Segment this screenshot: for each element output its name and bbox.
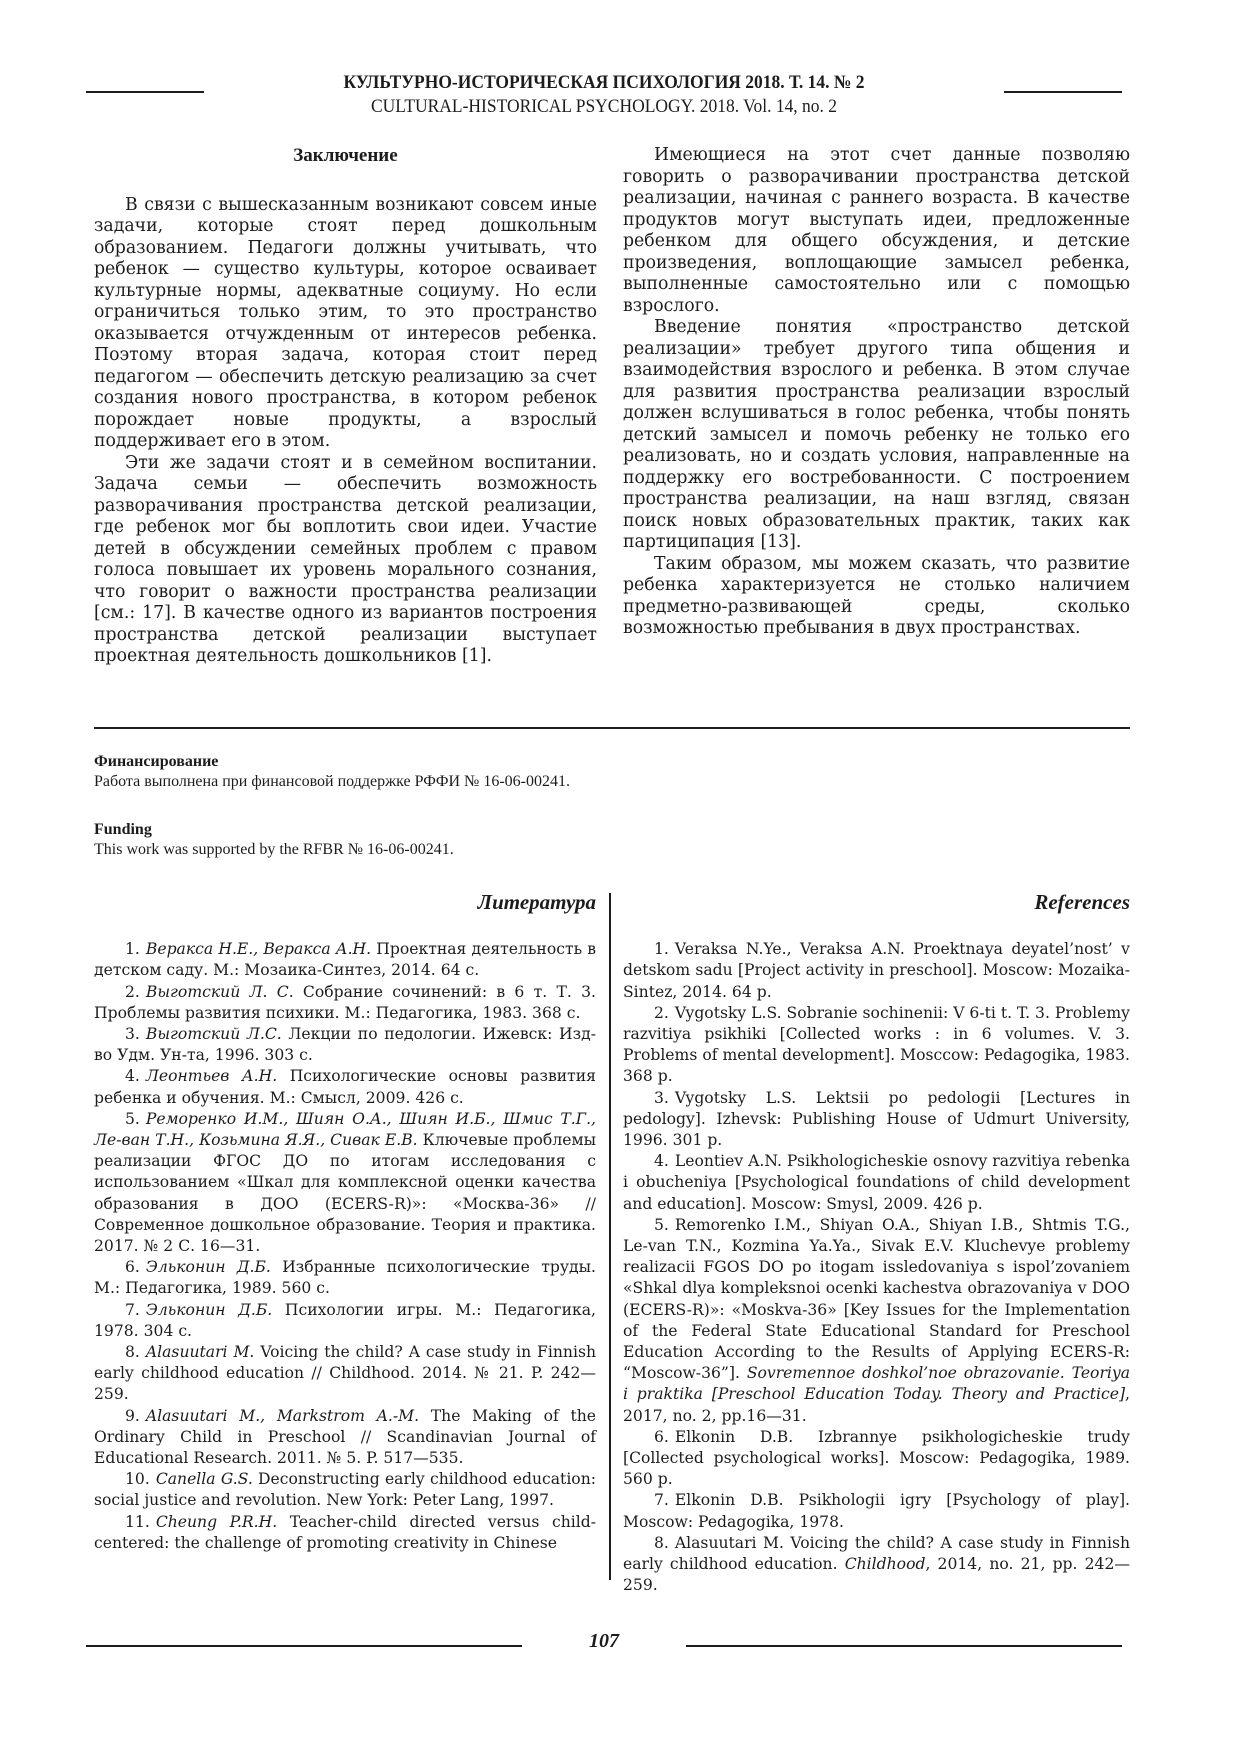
item-number: 4. bbox=[654, 1152, 669, 1171]
literature-item bbox=[94, 1469, 596, 1511]
item-number: 3. bbox=[125, 1025, 140, 1044]
item-number: 1. bbox=[654, 940, 669, 959]
item-text: Teacher-child directed versus child-centered: the challenge of promoting creativity in Chinese bbox=[94, 1512, 596, 1552]
item-text: Deconstructing early childhood education: social justice and revolution. New York: Peter Lang, 1997. bbox=[94, 1470, 596, 1510]
literature-item bbox=[94, 939, 596, 981]
item-number: 5. bbox=[125, 1109, 140, 1128]
item-text: Психологии игры. М.: Педагогика, 1978. 304 с. bbox=[94, 1300, 596, 1340]
paragraph: Введение понятия «пространство детской реализации» требует другого типа общения и взаимодействия взрослого и ребенка. В этом случае для развития пространства реализации взрослый должен вслушиваться в голос ребенка, чтобы понять детский замысел и помочь ребенку не только его реализовать, но и создать условия, направленные на поддержку его востребованности. С построением пространства реализации, на наш взгляд, связан поиск новых образовательных практик, таких как партиципация [13]. bbox=[623, 317, 1130, 552]
item-text: The Making of the Ordinary Child in Preschool // Scandinavian Journal of Educational Research. 2011. № 5. P. 517—535. bbox=[94, 1406, 596, 1468]
item-number: 8. bbox=[125, 1343, 140, 1362]
item-italic: Childhood bbox=[844, 1555, 926, 1574]
section-divider bbox=[94, 727, 1130, 729]
journal-title-en: CULTURAL-HISTORICAL PSYCHOLOGY. 2018. Vol. 14, no. 2 bbox=[370, 96, 838, 117]
item-text: Voicing the child? A case study in Finnish early childhood education // Childhood. 2014. № 21. P. 242—259. bbox=[94, 1343, 596, 1404]
literature-item bbox=[94, 1512, 596, 1554]
literature-item bbox=[94, 1109, 596, 1257]
literature-column bbox=[94, 892, 596, 1554]
funding-ru-text: Работа выполнена при финансовой поддержке РФФИ № 16-06-00241. bbox=[94, 773, 570, 790]
item-number: 2. bbox=[654, 1003, 669, 1022]
literature-heading: Литература bbox=[477, 890, 596, 914]
item-authors: Canella G.S. bbox=[155, 1470, 253, 1489]
item-authors: Эльконин Д.Б. bbox=[145, 1258, 271, 1277]
references-column bbox=[623, 892, 1130, 1597]
literature-list bbox=[94, 939, 596, 1554]
funding-ru bbox=[94, 752, 1130, 792]
running-header bbox=[86, 72, 1122, 122]
item-authors: Cheung P.R.H. bbox=[155, 1512, 278, 1531]
item-authors: Alasuutari M. bbox=[145, 1343, 255, 1362]
item-authors: Эльконин Д.Б. bbox=[145, 1300, 273, 1319]
item-text: Veraksa N.Ye., Veraksa A.N. Proektnaya deyatel’nost’ v detskom sadu [Project activity in preschool]. Moscow: Mozaika-Sintez, 2014. 64 p. bbox=[623, 940, 1130, 1001]
item-text: Elkonin D.B. Psikhologii igry [Psychology of play]. Moscow: Pedagogika, 1978. bbox=[623, 1491, 1130, 1531]
funding-en bbox=[94, 820, 1130, 860]
conclusion-heading: Заключение bbox=[293, 145, 398, 166]
item-number: 5. bbox=[654, 1215, 669, 1234]
item-number: 1. bbox=[125, 940, 140, 959]
journal-title-ru: КУЛЬТУРНО-ИСТОРИЧЕСКАЯ ПСИХОЛОГИЯ 2018. Т. 14. № 2 bbox=[343, 72, 865, 93]
item-text: Психологические основы развития ребенка и обучения. М.: Смысл, 2009. 426 с. bbox=[94, 1067, 597, 1107]
literature-item bbox=[94, 982, 596, 1024]
item-text: Vygotsky L.S. Sobranie sochinenii: V 6-ti t. T. 3. Problemy razvitiya psikhiki [Collected works : in 6 volumes. V. 3. Problems of mental development]. Mosccow: Pedagogika, 1983. 368 p. bbox=[623, 1003, 1130, 1086]
item-authors: Веракса Н.Е., Веракса А.Н. bbox=[145, 940, 372, 959]
reference-item bbox=[623, 1533, 1130, 1597]
item-number: 10. bbox=[125, 1470, 150, 1489]
item-number: 2. bbox=[125, 982, 140, 1001]
paragraph: Имеющиеся на этот счет данные позволяю говорить о разворачивании пространства детской реализации, начиная с раннего возраста. В качестве продуктов могут выступать идеи, предложенные ребенком для общего обсуждения, и детские произведения, воплощающие замысел ребенка, выполненные самостоятельно или с помощью взрослого. bbox=[623, 145, 1130, 316]
funding-ru-heading: Финансирование bbox=[94, 753, 219, 770]
item-number: 6. bbox=[125, 1258, 140, 1277]
item-text: Избранные психологические труды. М.: Педагогика, 1989. 560 с. bbox=[94, 1258, 596, 1298]
item-number: 8. bbox=[654, 1533, 669, 1552]
reference-item bbox=[623, 939, 1130, 1003]
item-number: 4. bbox=[125, 1067, 140, 1086]
reference-item bbox=[623, 1490, 1130, 1532]
item-text: Ключевые проблемы реализации ФГОС ДО по итогам исследования с использованием «Шкал для комплексной оценки качества образования в ДОО (ECERS-R)»: «Москва-36» // Современное дошкольное образование. Теория и практика. 2017. № 2 С. 16—31. bbox=[94, 1131, 596, 1256]
item-number: 6. bbox=[654, 1427, 669, 1446]
item-authors: Леонтьев А.Н. bbox=[145, 1067, 278, 1086]
item-authors: Выготский Л.С. bbox=[145, 1025, 282, 1044]
item-text: Remorenko I.M., Shiyan O.A., Shiyan I.B., Shtmis T.G., Le-van T.N., Kozmina Ya.Ya., Sivak E.V. Kluchevye problemy realizacii FGOS DO po itogam issledovaniya s ispol’zovaniem «Shkal dlya kompleksnoi ocenki kachestva obrazovaniya v DOO (ECERS-R)»: «Moskva-36» [Key Issues for the Implementation of the Federal State Educational Standard for Preschool Education According to the Results of Applying ECERS-R: “Moscow-36”]. bbox=[623, 1215, 1130, 1383]
reference-item bbox=[623, 1088, 1130, 1152]
item-text: Elkonin D.B. Izbrannye psikhologicheskie trudy [Collected psychological works]. Moscow: Pedagogika, 1989. 560 p. bbox=[623, 1427, 1130, 1489]
item-text: Проектная деятельность в детском саду. М.: Мозаика-Синтез, 2014. 64 с. bbox=[94, 940, 596, 980]
item-text: Лекции по педологии. Ижевск: Изд-во Удм. Ун-та, 1996. 303 с. bbox=[94, 1025, 596, 1065]
item-number: 3. bbox=[654, 1088, 669, 1107]
item-text: Vygotsky L.S. Lektsii po pedologii [Lectures in pedology]. Izhevsk: Publishing House of Udmurt University, 1996. 301 p. bbox=[623, 1088, 1130, 1150]
conclusion-right-column bbox=[623, 145, 1130, 640]
paragraph: Таким образом, мы можем сказать, что развитие ребенка характеризуется не столько наличием предметно-развивающей среды, сколько возможностью пребывания в двух пространствах. bbox=[623, 553, 1130, 638]
item-text: Собрание сочинений: в 6 т. Т. 3. Проблемы развития психики. М.: Педагогика, 1983. 368 с. bbox=[94, 982, 596, 1022]
literature-item bbox=[94, 1257, 596, 1299]
funding-en-text: This work was supported by the RFBR № 16-06-00241. bbox=[94, 841, 454, 858]
references-list bbox=[623, 939, 1130, 1596]
item-text: Alasuutari M. Voicing the child? A case study in Finnish early childhood education. bbox=[623, 1533, 1130, 1574]
literature-item bbox=[94, 1024, 596, 1066]
reference-item bbox=[623, 1427, 1130, 1491]
item-number: 9. bbox=[125, 1406, 140, 1425]
item-number: 11. bbox=[125, 1512, 150, 1531]
references-heading: References bbox=[1034, 890, 1130, 914]
column-divider bbox=[609, 893, 611, 1580]
spacer bbox=[94, 868, 1130, 869]
literature-item bbox=[94, 1406, 596, 1470]
reference-item bbox=[623, 1215, 1130, 1427]
item-text-tail: , 2014, no. 21, pp. 242—259. bbox=[623, 1555, 1130, 1595]
literature-item bbox=[94, 1066, 596, 1108]
item-number: 7. bbox=[125, 1300, 140, 1319]
paragraph: Эти же задачи стоят и в семейном воспитании. Задача семьи — обеспечить возможность разворачивания пространства детской реализации, где ребенок мог бы воплотить свои идеи. Участие детей в обсуждении семейных проблем с правом голоса повышает их уровень морального сознания, что говорит о важности пространства реализации [см.: 17]. В качестве одного из вариантов построения пространства детской реализации выступает проектная деятельность дошкольников [1]. bbox=[94, 452, 597, 666]
literature-item bbox=[94, 1300, 596, 1342]
page-number: 107 bbox=[589, 1630, 619, 1652]
literature-item bbox=[94, 1342, 596, 1406]
funding-en-heading: Funding bbox=[94, 821, 152, 838]
item-italic: Sovremennoe doshkol’noe obrazovanie. Teoriya i praktika [Preschool Education Today. Theory and Practice] bbox=[623, 1364, 1130, 1404]
paragraph: В связи с вышесказанным возникают совсем иные задачи, которые стоят перед дошкольным образованием. Педагоги должны учитывать, что ребенок — существо культуры, которое осваивает культурные нормы, адекватные социуму. Но если ограничиться только этим, то это пространство оказывается отчужденным от интересов ребенка. Поэтому вторая задача, которая стоит перед педагогом — обеспечить детскую реализацию за счет создания нового пространства, в котором ребенок порождает новые продукты, а взрослый поддерживает его в этом. bbox=[94, 194, 597, 451]
reference-item bbox=[623, 1003, 1130, 1088]
item-authors: Alasuutari M., Markstrom A.-M. bbox=[145, 1406, 420, 1425]
reference-item bbox=[623, 1151, 1130, 1215]
item-number: 7. bbox=[654, 1491, 669, 1510]
page-footer bbox=[86, 1630, 1122, 1666]
item-authors: Реморенко И.М., Шиян О.А., Шиян И.Б., Шмис Т.Г., Ле-ван Т.Н., Козьмина Я.Я., Сивак Е.В. bbox=[94, 1109, 596, 1150]
item-text-tail: , 2017, no. 2, pp.16—31. bbox=[623, 1385, 1130, 1425]
item-authors: Выготский Л. С. bbox=[145, 982, 294, 1001]
item-text: Leontiev A.N. Psikhologicheskie osnovy razvitiya rebenka i obucheniya [Psychological foundations of child development and education]. Moscow: Smysl, 2009. 426 p. bbox=[623, 1152, 1131, 1213]
conclusion-left-column bbox=[94, 145, 597, 668]
